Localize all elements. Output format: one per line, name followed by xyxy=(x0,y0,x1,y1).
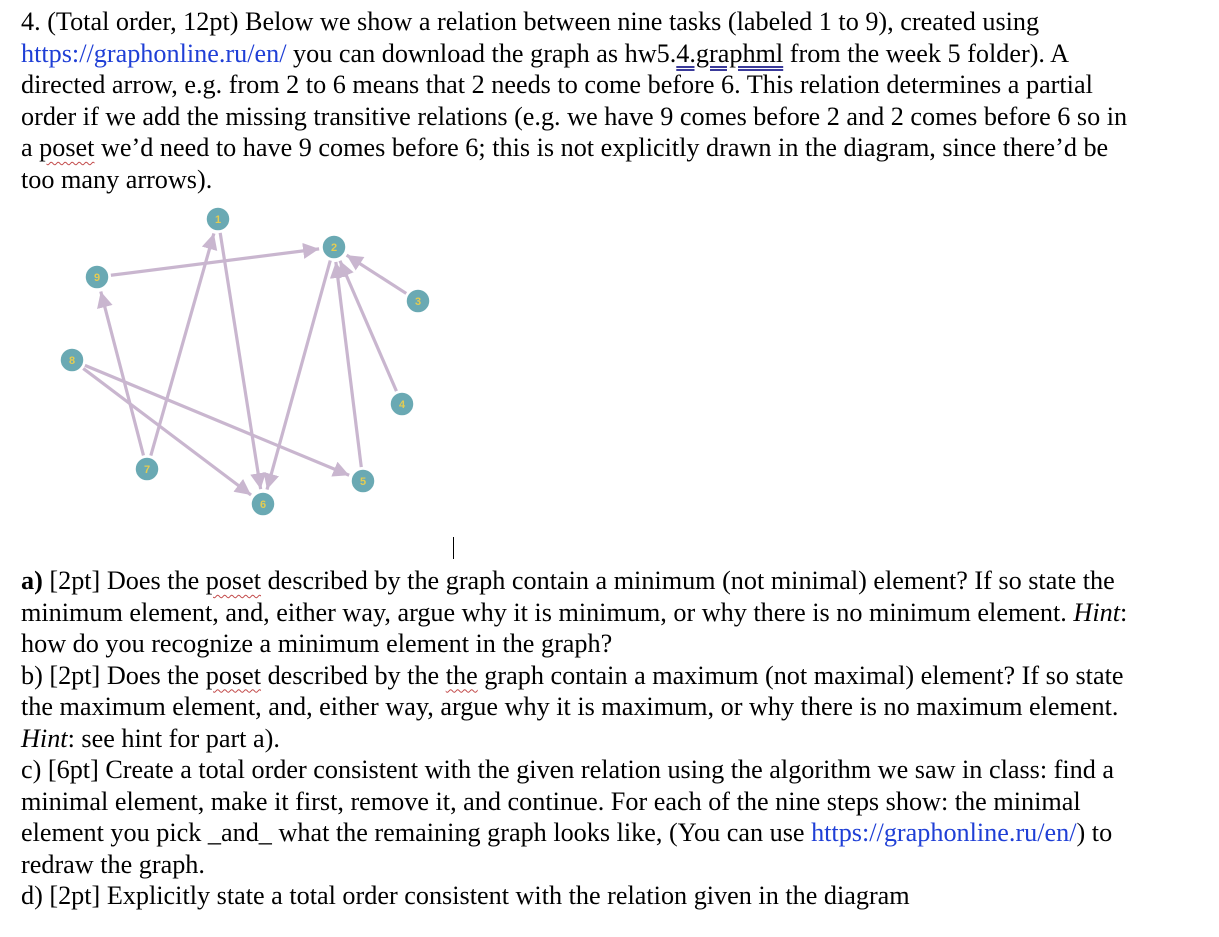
node-label-7: 7 xyxy=(143,464,151,476)
edge-8-to-5 xyxy=(85,365,349,475)
graph-node-1 xyxy=(206,207,230,231)
node-label-3: 3 xyxy=(414,296,422,308)
graphonline-link[interactable]: https://graphonline.ru/en/ xyxy=(21,38,287,68)
node-label-6: 6 xyxy=(259,499,267,511)
part-a-line-1: a) [2pt] Does the poset described by the graph contain a minimum (not minimal) element? If so state the xyxy=(21,566,1115,595)
node-label-2: 2 xyxy=(330,242,338,254)
text-cursor xyxy=(453,537,454,559)
intro-line-5: a poset we’d need to have 9 comes before 6; this is not explicitly drawn in the diagram, since there’d be xyxy=(21,133,1109,162)
graph-node-8 xyxy=(60,348,84,372)
intro-line-3: directed arrow, e.g. from 2 to 6 means that 2 needs to come before 6. This relation determines a partial xyxy=(21,70,1093,99)
part-b-line-1: b) [2pt] Does the poset described by the the graph contain a maximum (not maximal) element? If so state xyxy=(21,660,1124,690)
part-c-line-1: c) [6pt] Create a total order consistent with the given relation using the algorithm we saw in class: find a xyxy=(21,755,1115,784)
graph-node-4 xyxy=(390,392,414,416)
edge-1-to-6 xyxy=(220,233,260,489)
graphonline-link[interactable]: https://graphonline.ru/en/ xyxy=(811,818,1077,847)
part-c-line-3: element you pick _and_ what the remaining graph looks like, (You can use https://graphonline.ru/en/) to xyxy=(21,818,1113,847)
graph-nodes xyxy=(60,207,430,516)
edge-3-to-2 xyxy=(347,255,407,293)
spell-flag-the: the xyxy=(445,660,478,690)
spell-flag-poset: poset xyxy=(39,133,95,162)
part-a-label: a) xyxy=(21,566,43,595)
question-parts xyxy=(21,565,1211,912)
part-b-line-2: the maximum element, and, either way, argue why it is maximum, or why there is no maximum element. xyxy=(21,692,1119,721)
part-d-line-1: d) [2pt] Explicitly state a total order consistent with the relation given in the diagram xyxy=(21,881,910,910)
node-label-5: 5 xyxy=(359,476,367,488)
task-relation-graph xyxy=(40,190,460,530)
graph-node-7 xyxy=(135,457,159,481)
graph-node-2 xyxy=(322,235,346,259)
node-label-8: 8 xyxy=(68,355,76,367)
node-label-4: 4 xyxy=(398,399,406,411)
edge-9-to-2 xyxy=(111,249,319,275)
node-label-9: 9 xyxy=(93,272,101,284)
edge-8-to-6 xyxy=(83,368,251,495)
intro-line-2: https://graphonline.ru/en/ you can download the graph as hw5.4.graphml from the week 5 folder). A xyxy=(21,38,1069,68)
part-a-line-3: how do you recognize a minimum element in the graph? xyxy=(21,629,613,658)
part-c-line-2: minimal element, make it first, remove it, and continue. For each of the nine steps show: the minimal xyxy=(21,786,1081,816)
hint-label: Hint xyxy=(1073,597,1120,627)
part-a-line-2: minimum element, and, either way, argue why it is minimum, or why there is no minimum element. Hint: xyxy=(21,597,1128,627)
hint-label: Hint xyxy=(21,723,68,753)
intro-line-1: 4. (Total order, 12pt) Below we show a relation between nine tasks (labeled 1 to 9), created using xyxy=(21,7,1040,36)
part-b-line-3: Hint: see hint for part a). xyxy=(21,723,280,753)
intro-line-4: order if we add the missing transitive relations (e.g. we have 9 comes before 2 and 2 comes before 6 so in xyxy=(21,101,1128,131)
node-label-1: 1 xyxy=(214,214,222,226)
intro-line-6: too many arrows). xyxy=(21,164,213,194)
graph-node-9 xyxy=(85,265,109,289)
graph-edges xyxy=(83,233,406,495)
graph-node-5 xyxy=(351,469,375,493)
graphml-filename: 4.graphml xyxy=(676,38,784,68)
graph-node-3 xyxy=(406,289,430,313)
question-intro xyxy=(21,6,1211,195)
spell-flag-poset: poset xyxy=(205,660,262,690)
spell-flag-poset: poset xyxy=(205,566,262,595)
edge-5-to-2 xyxy=(336,262,361,467)
graph-node-6 xyxy=(251,492,275,516)
part-c-line-4: redraw the graph. xyxy=(21,849,205,879)
